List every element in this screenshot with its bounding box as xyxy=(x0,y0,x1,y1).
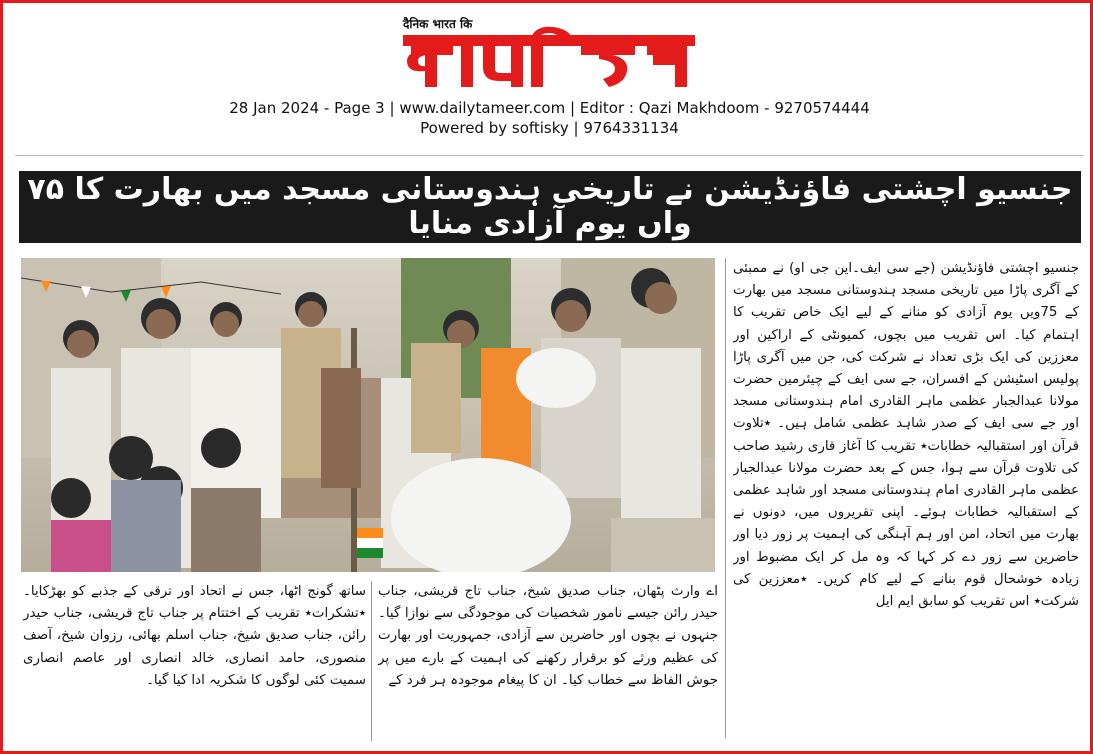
masthead-info-line: 28 Jan 2024 - Page 3 | www.dailytameer.com | Editor : Qazi Makhdoom - 9270574444 xyxy=(229,99,870,117)
article-column-left: ساتھ گونج اٹھا، جس نے اتحاد اور ترقی کے جذبے کو بھڑکایا۔ ٭تشکرات٭ تقریب کے اختتام پر جناب تاج قریشی، جناب حیدر رائن، جناب صدیق شیخ، جناب اسلم بھائی، رزوان شیخ، آصف منصوری، حامد انصاری، خالد انصاری اور عاصم انصاری سمیت کئی لوگوں کا شکریہ ادا کیا گیا۔ xyxy=(23,584,366,688)
article-headline xyxy=(19,171,1081,243)
group-photo-illustration xyxy=(21,258,715,572)
masthead-divider xyxy=(15,155,1084,156)
masthead-tagline: दैनिक भारत कि xyxy=(403,17,473,31)
column-divider xyxy=(725,258,726,738)
headline-text: جنسیو اچشتی فاؤنڈیشن نے تاریخی ہندوستانی مسجد میں بھارت کا ۷۵ واں یوم آزادی منایا xyxy=(27,172,1073,241)
column-divider xyxy=(371,581,372,741)
masthead-credit-line: Powered by softisky | 9764331134 xyxy=(420,119,679,137)
article-column-middle: اے وارث پٹھان، جناب صدیق شیخ، جناب تاج قریشی، جناب حیدر رائن جیسے نامور شخصیات کی موجودگی سے نوازا گیا۔ جنہوں نے بچوں اور حاضرین سے آزادی، جمہوریت اور بھارت کی عظیم ورثے کو برقرار رکھنے کی اہمیت کے بارے میں پر جوش الفاظ سے خطاب کیا۔ ان کا پیغام موجودہ ہر فرد کے xyxy=(378,584,718,688)
masthead-logo xyxy=(403,25,695,89)
article-photo xyxy=(21,258,715,572)
article-column-right: جنسیو اچشتی فاؤنڈیشن (جے سی ایف۔این جی او) نے ممبئی کے آگری پاڑا میں تاریخی مسجد ہندوستانی مسجد میں بھارت کے 75ویں یوم آزادی کو منانے کے لیے ایک خاص تقریب کا اہتمام کیا۔ اس تقریب میں بچوں، کمیونٹی کے اراکین اور معززین کی ایک بڑی تعداد نے شرکت کی، جن میں آگری پاڑا پولیس اسٹیشن کے افسران، جے سی ایف کے چیئرمین حضرت مولانا عبدالجبار عظمی ماہر القادری امام ہندوستانی مسجد اور جے سی ایف کے صدر شاہد عظمی شامل ہیں۔ ٭تلاوت قرآن اور استقبالیہ خطابات٭ تقریب کا آغاز قاری رشید صاحب کی تلاوت قرآن سے ہوا، جس کے بعد حضرت مولانا عبدالجبار عظمی ماہر القادری امام ہندوستانی مسجد اور شاہد عظمی کے استقبالیہ خطابات ہوئے۔ اپنی تقریروں میں، دونوں نے بھارت میں اتحاد، امن اور ہم آہنگی کی اہمیت پر زور دیا اور حاضرین سے زور دے کر کہا کہ وہ مل کر ایک مضبوط اور زیادہ خوشحال قوم بنانے کے لیے کام کریں۔ ٭معززین کی شرکت٭ اس تقریب کو سابق ایم ایل xyxy=(733,261,1079,610)
